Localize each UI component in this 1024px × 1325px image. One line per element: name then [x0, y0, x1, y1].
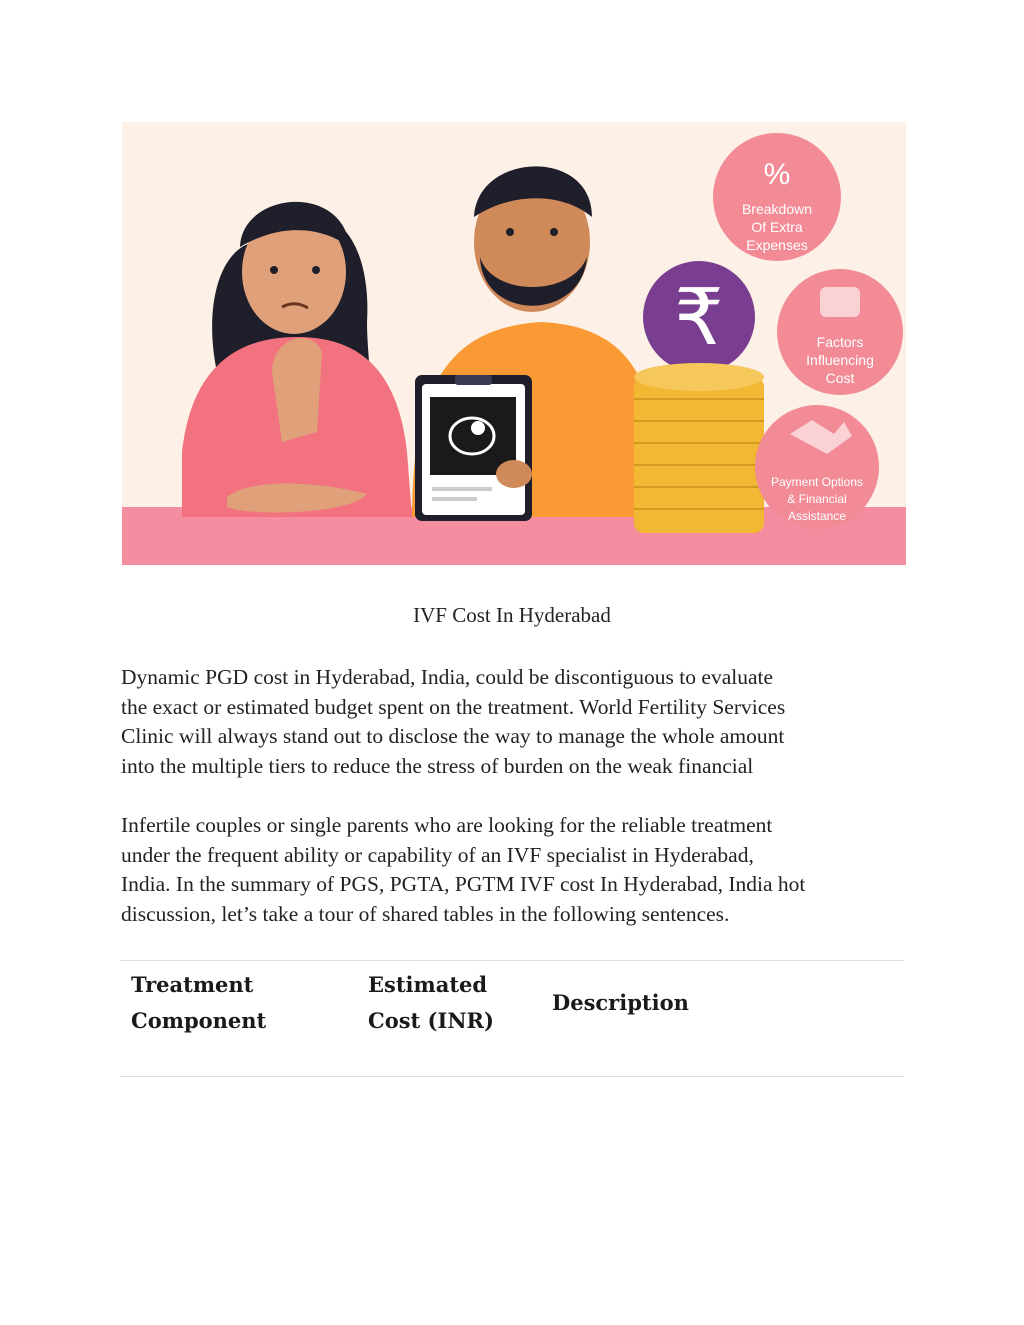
table-bottom-border: [120, 1076, 904, 1077]
header-estimated-cost: Estimated Cost (INR): [368, 972, 494, 1033]
svg-text:Of Extra: Of Extra: [751, 219, 803, 235]
header-treatment-component: Treatment Component: [131, 972, 267, 1033]
badge-payment-options: [755, 405, 879, 529]
badge-extra-expenses: [713, 133, 841, 261]
svg-text:Payment Options: Payment Options: [770, 475, 864, 489]
svg-text:Influencing: Influencing: [806, 352, 874, 368]
hero-illustration: [122, 122, 906, 565]
coin-stack-icon: [634, 363, 764, 533]
svg-text:₹: ₹: [674, 273, 724, 363]
svg-text:Assistance: Assistance: [787, 509, 847, 523]
ultrasound-clipboard: [415, 375, 532, 521]
svg-text:Expenses: Expenses: [746, 237, 808, 253]
rupee-icon: [643, 261, 755, 373]
svg-text:Factors: Factors: [816, 334, 864, 350]
svg-text:%: %: [763, 158, 791, 191]
table-top-border: [120, 960, 904, 961]
badge-factors-influencing-cost: [777, 269, 903, 395]
intro-paragraph: Dynamic PGD cost in Hyderabad, India, could be discontiguous to evaluate the exact or estimated budget spent on the treatment. World Fertility Services Clinic will always stand out to disclose the way to manage the whole amount into the multiple tiers to reduce the stress of burden on the weak financial: [121, 665, 786, 778]
image-caption: IVF Cost In Hyderabad: [413, 603, 611, 627]
svg-text:Breakdown: Breakdown: [741, 201, 813, 217]
header-description: Description: [552, 990, 689, 1015]
svg-text:& Financial: & Financial: [787, 492, 847, 506]
svg-text:Cost: Cost: [825, 370, 855, 386]
second-paragraph: Infertile couples or single parents who are looking for the reliable treatment under the frequent ability or capability of an IVF specialist in Hyderabad, India. In the summary of PGS, PGTA, PGTM IVF cost In Hyderabad, India hot discussion, let’s take a tour of shared tables in the following sentences.: [121, 813, 806, 926]
